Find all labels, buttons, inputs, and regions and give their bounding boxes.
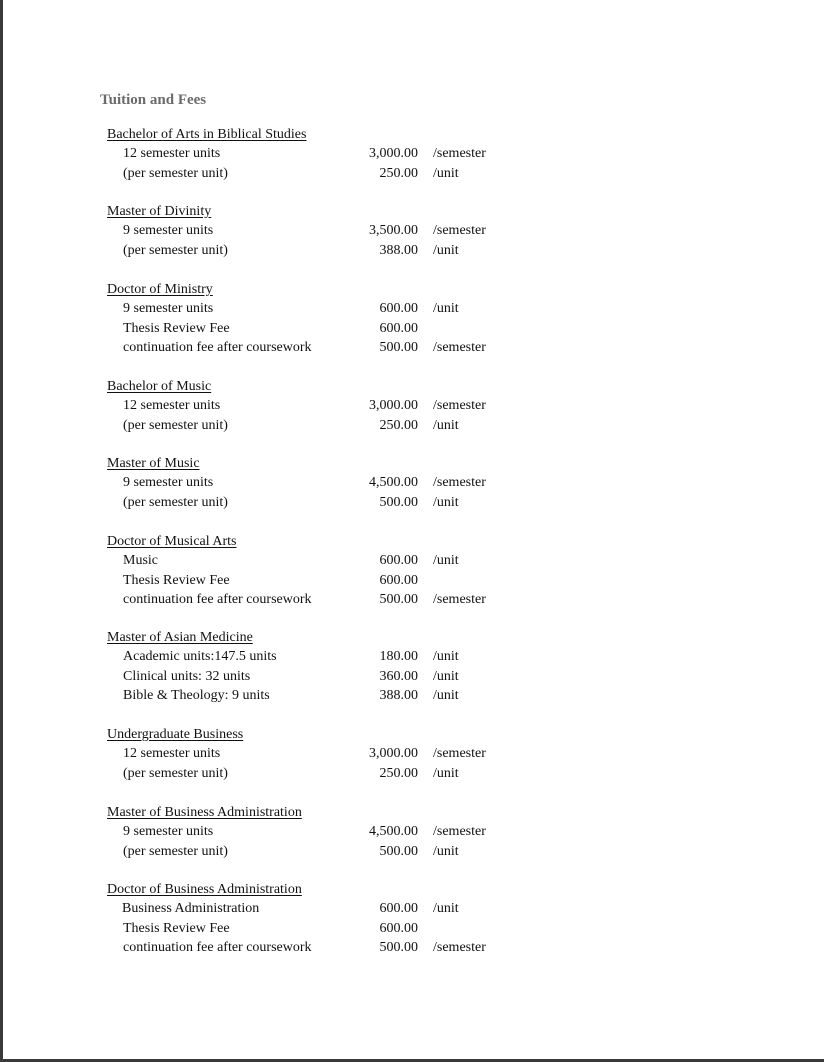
fee-amount: 250.00	[379, 165, 418, 181]
fee-label: 12 semester units	[123, 398, 221, 413]
fee-label: (per semester unit)	[123, 843, 228, 859]
fee-label: (per semester unit)	[123, 765, 228, 781]
fee-row	[0, 921, 824, 939]
fee-row	[0, 495, 824, 513]
fee-unit: /unit	[433, 843, 459, 859]
fee-row	[0, 301, 824, 319]
fee-amount: 250.00	[379, 417, 418, 433]
fee-unit: /semester	[433, 398, 486, 413]
fee-label: Music	[123, 553, 158, 568]
fee-amount: 600.00	[379, 572, 418, 588]
fee-unit: /semester	[433, 340, 486, 355]
fee-label: 9 semester units	[123, 475, 214, 490]
fee-unit: /unit	[433, 417, 459, 433]
fee-row	[0, 649, 824, 667]
fee-row	[0, 223, 824, 241]
fee-amount: 3,000.00	[369, 398, 418, 413]
fee-label: (per semester unit)	[123, 417, 228, 433]
fee-amount: 500.00	[379, 843, 418, 859]
fee-label: continuation fee after coursework	[123, 940, 312, 955]
program-heading: Undergraduate Business	[107, 727, 244, 742]
fee-amount: 3,000.00	[369, 746, 418, 761]
fee-amount: 250.00	[379, 765, 418, 781]
fee-label: Thesis Review Fee	[123, 320, 230, 336]
fee-row	[0, 688, 824, 706]
fee-row	[0, 553, 824, 571]
fee-label: continuation fee after coursework	[123, 340, 312, 355]
fee-amount: 3,000.00	[369, 146, 418, 161]
fee-amount: 360.00	[379, 668, 418, 684]
fee-row	[0, 475, 824, 493]
fee-row	[0, 243, 824, 261]
fee-row	[0, 824, 824, 842]
fee-row	[0, 766, 824, 784]
program-heading: Doctor of Business Administration	[107, 882, 302, 897]
fee-unit: /semester	[433, 592, 486, 607]
program-heading: Bachelor of Music	[107, 379, 212, 394]
fee-amount: 600.00	[379, 301, 418, 316]
fee-unit: /semester	[433, 746, 486, 761]
fee-label: 9 semester units	[123, 301, 214, 316]
fee-row	[0, 746, 824, 764]
fee-amount: 600.00	[379, 320, 418, 336]
fee-label: 9 semester units	[123, 223, 214, 238]
fee-unit: /unit	[433, 494, 459, 510]
fee-label: Thesis Review Fee	[123, 920, 230, 936]
fee-row	[0, 573, 824, 591]
fee-amount: 388.00	[379, 242, 418, 258]
fee-amount: 3,500.00	[369, 223, 418, 238]
fee-unit: /unit	[433, 301, 459, 316]
fee-unit: /unit	[433, 165, 459, 181]
fee-amount: 500.00	[379, 340, 418, 355]
fee-label: Thesis Review Fee	[123, 572, 230, 588]
program-heading: Doctor of Ministry	[107, 282, 213, 297]
fee-label: Bible & Theology: 9 units	[123, 688, 270, 703]
fee-label: 12 semester units	[123, 746, 221, 761]
fee-label: Academic units:147.5 units	[123, 649, 277, 664]
page-title: Tuition and Fees	[100, 92, 207, 108]
fee-amount: 500.00	[379, 592, 418, 607]
fee-amount: 4,500.00	[369, 824, 418, 839]
fee-row	[0, 418, 824, 436]
fee-label: 12 semester units	[123, 146, 221, 161]
fee-unit: /unit	[433, 688, 459, 703]
fee-row	[0, 669, 824, 687]
fee-amount: 180.00	[379, 649, 418, 664]
fee-amount: 600.00	[379, 553, 418, 568]
fee-row	[0, 592, 824, 610]
program-heading: Master of Asian Medicine	[107, 630, 253, 645]
fee-label: (per semester unit)	[123, 242, 228, 258]
fee-row	[0, 901, 824, 919]
fee-label: 9 semester units	[123, 824, 214, 839]
fee-unit: /unit	[433, 553, 459, 568]
fee-amount: 600.00	[379, 920, 418, 936]
program-heading: Master of Divinity	[107, 204, 212, 219]
fee-label: (per semester unit)	[123, 494, 228, 510]
program-heading: Bachelor of Arts in Biblical Studies	[107, 127, 307, 142]
fee-row	[0, 146, 824, 164]
fee-amount: 500.00	[379, 494, 418, 510]
fee-row	[0, 398, 824, 416]
fee-unit: /unit	[433, 649, 459, 664]
program-heading: Doctor of Musical Arts	[107, 534, 237, 549]
fee-amount: 600.00	[379, 901, 418, 916]
fee-label: Business Administration	[122, 901, 260, 916]
fee-label: Clinical units: 32 units	[123, 668, 251, 684]
fee-unit: /unit	[433, 765, 459, 781]
fee-amount: 500.00	[379, 940, 418, 955]
fee-row	[0, 166, 824, 184]
fee-label: continuation fee after coursework	[123, 592, 312, 607]
fee-unit: /unit	[433, 901, 459, 916]
fee-amount: 4,500.00	[369, 475, 418, 490]
fee-unit: /semester	[433, 824, 486, 839]
fee-row	[0, 340, 824, 358]
fee-row	[0, 321, 824, 339]
fee-unit: /semester	[433, 146, 486, 161]
fee-amount: 388.00	[379, 688, 418, 703]
program-heading: Master of Business Administration	[107, 805, 302, 820]
fee-label: (per semester unit)	[123, 165, 228, 181]
fee-unit: /unit	[433, 242, 459, 258]
program-heading: Master of Music	[107, 456, 200, 471]
fee-unit: /semester	[433, 475, 486, 490]
fee-row	[0, 844, 824, 862]
fee-unit: /unit	[433, 668, 459, 684]
fee-unit: /semester	[433, 223, 486, 238]
fee-unit: /semester	[433, 940, 486, 955]
fee-row	[0, 940, 824, 958]
